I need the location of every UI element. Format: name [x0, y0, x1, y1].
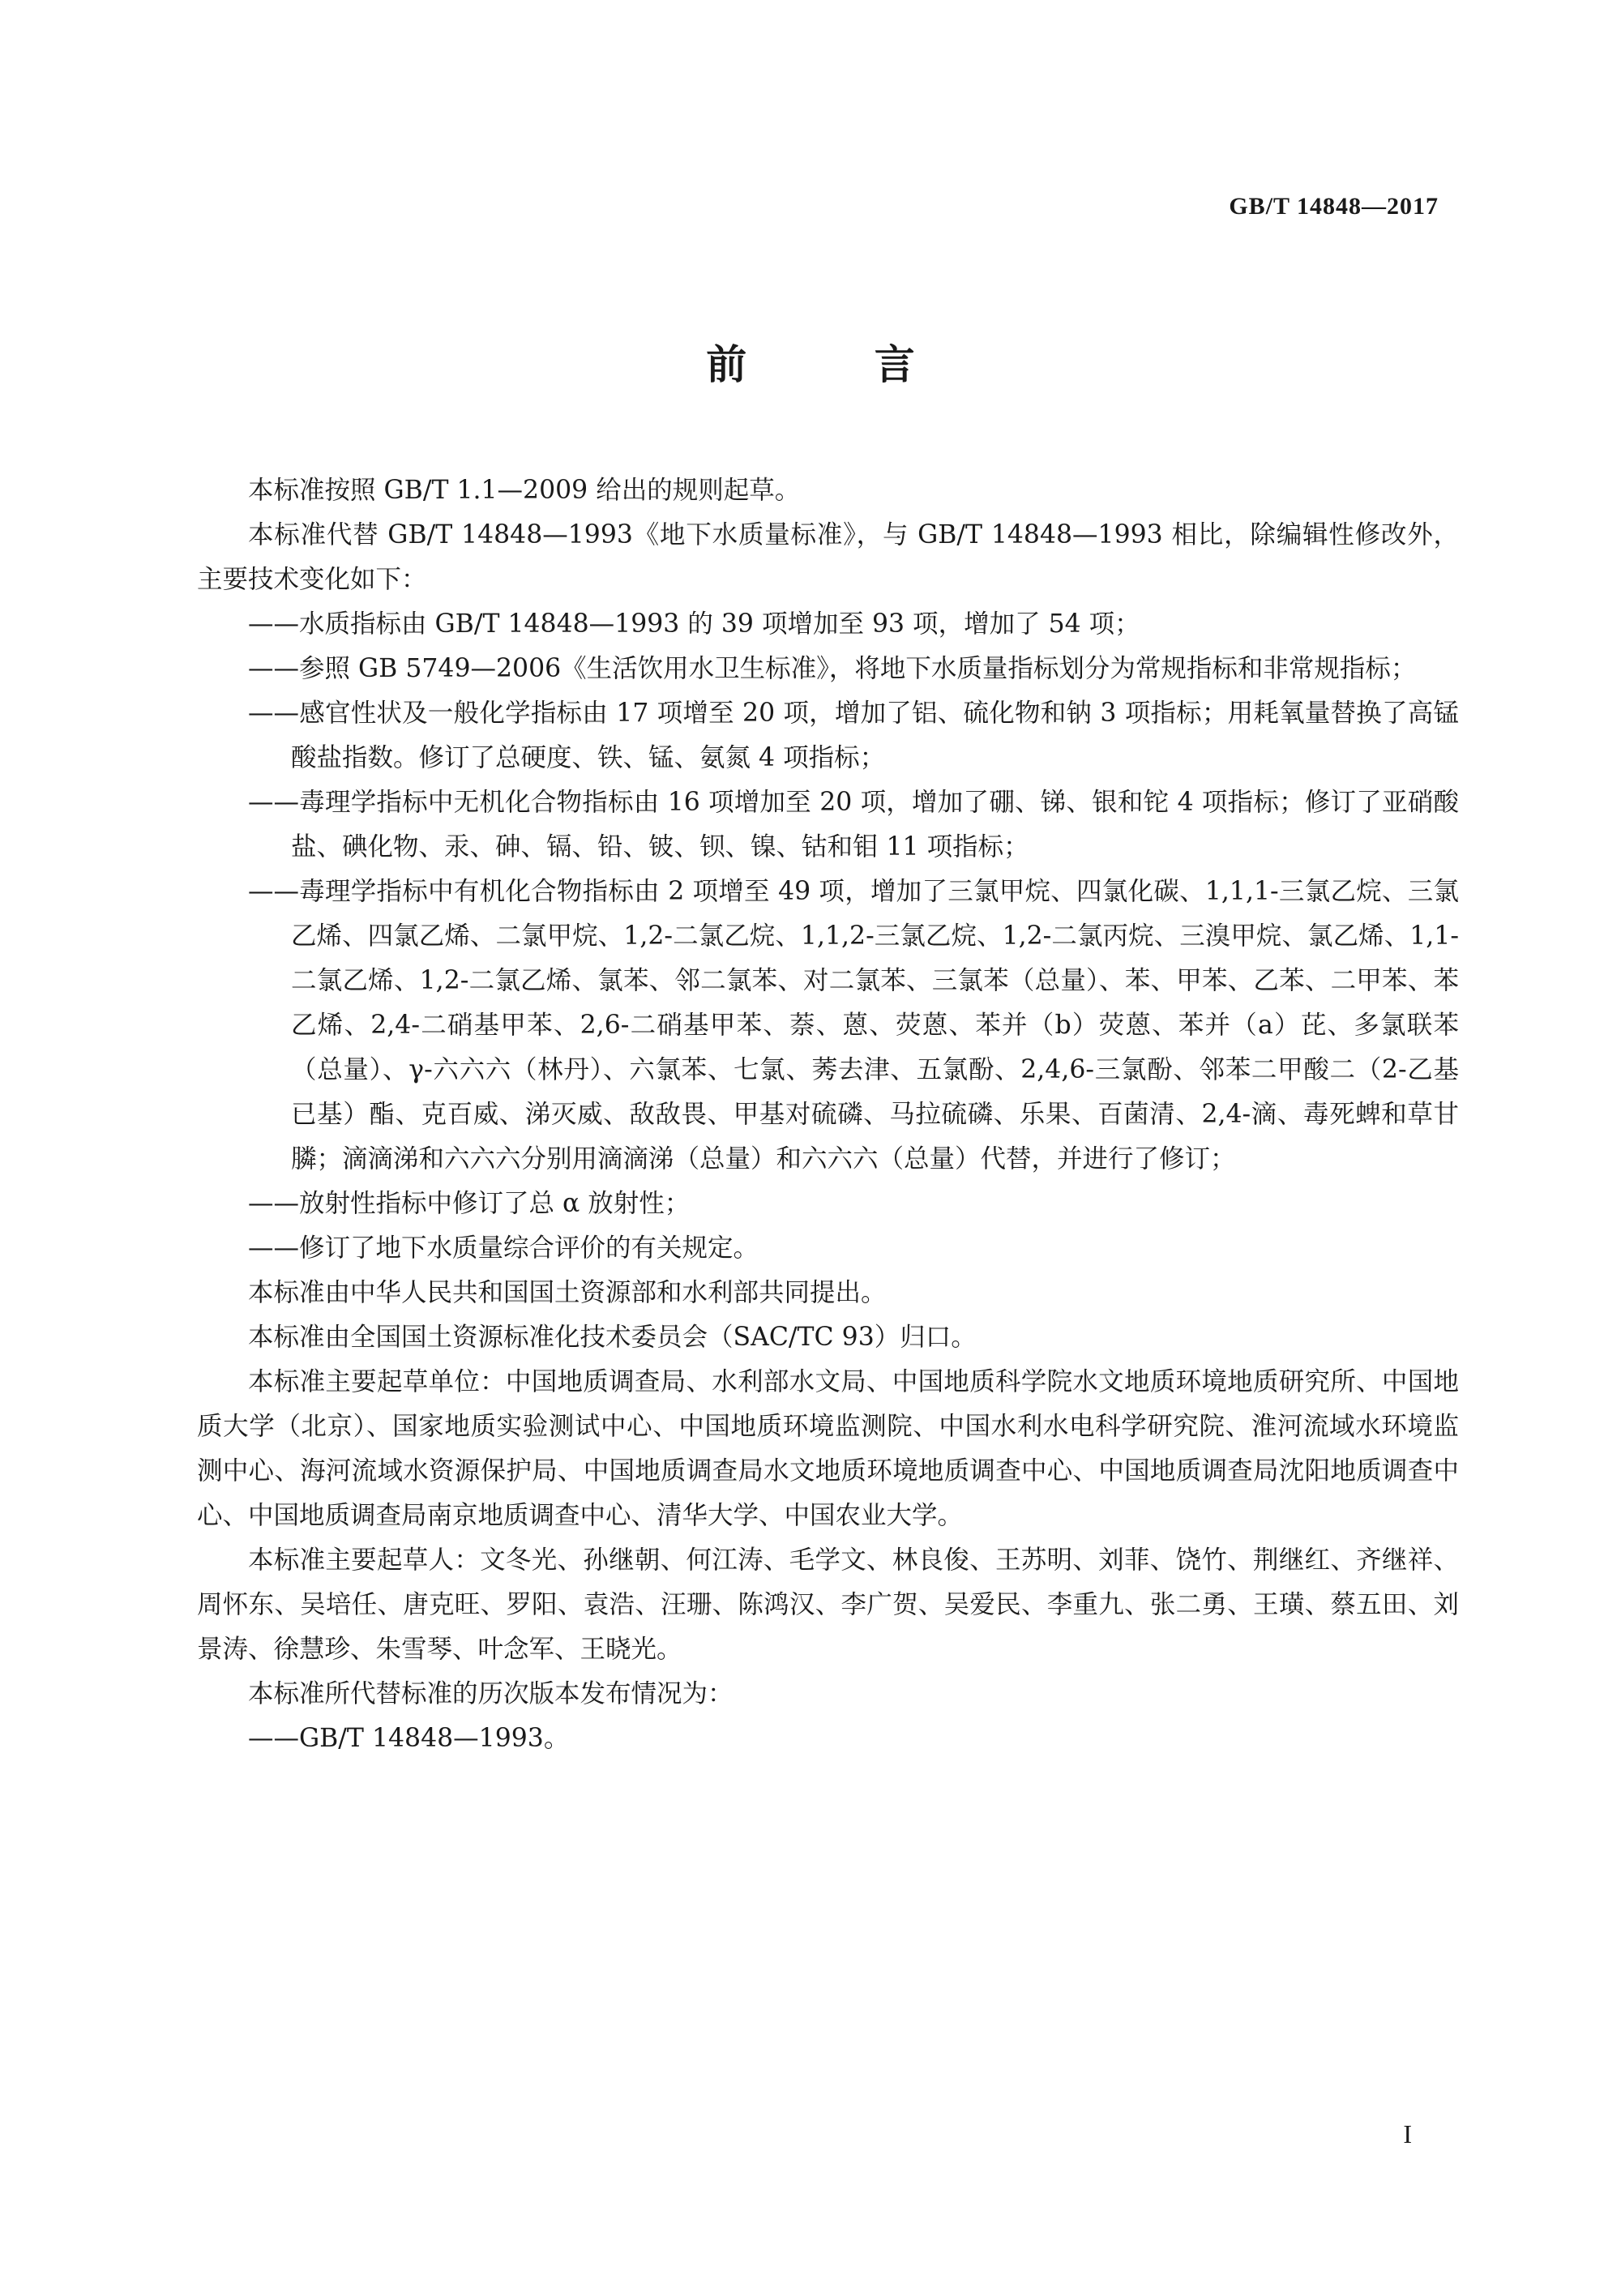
paragraph-proposer: 本标准由中华人民共和国国土资源部和水利部共同提出。 — [248, 1278, 887, 1307]
list-item-radioactive-indicators: ——放射性指标中修订了总 α 放射性； — [248, 1189, 691, 1218]
document-body — [197, 468, 1459, 1761]
page-number: I — [1403, 2119, 1412, 2148]
list-item-organic-indicators: ——毒理学指标中有机化合物指标由 2 项增至 49 项，增加了三氯甲烷、四氯化碳、1,1,1-三氯乙烷、三氯乙烯、四氯乙烯、二氯甲烷、1,2-二氯乙烷、1,1,2-三氯乙烷、1,2-二氯丙烷、三溴甲烷、氯乙烯、1,1-二氯乙烯、1,2-二氯乙烯、氯苯、邻二氯苯、对二氯苯、三氯苯（总量）、苯、甲苯、乙苯、二甲苯、苯乙烯、2,4-二硝基甲苯、2,6-二硝基甲苯、萘、蒽、荧蒽、苯并（b）荧蒽、苯并（a）芘、多氯联苯（总量）、γ-六六六（林丹）、六氯苯、七氯、莠去津、五氯酚、2,4,6-三氯酚、邻苯二甲酸二（2-乙基已基）酯、克百威、涕灭威、敌敌畏、甲基对硫磷、马拉硫磷、乐果、百菌清、2,4-滴、毒死蜱和草甘膦；滴滴涕和六六六分别用滴滴涕（总量）和六六六（总量）代替，并进行了修订； — [248, 877, 1459, 1174]
list-item-sensory-indicators: ——感官性状及一般化学指标由 17 项增至 20 项，增加了铝、硫化物和钠 3 项指标；用耗氧量替换了高锰酸盐指数。修订了总硬度、铁、锰、氨氮 4 项指标； — [248, 699, 1459, 772]
list-item-previous-edition: ——GB/T 14848—1993。 — [248, 1724, 570, 1753]
page-title: 前 言 — [706, 341, 972, 388]
paragraph-previous-editions: 本标准所代替标准的历次版本发布情况为： — [248, 1679, 734, 1708]
standard-code: GB/T 14848—2017 — [1229, 193, 1439, 220]
list-item-inorganic-indicators: ——毒理学指标中无机化合物指标由 16 项增加至 20 项，增加了硼、锑、银和铊 4 项指标；修订了亚硝酸盐、碘化物、汞、砷、镉、铅、铍、钡、镍、钴和钼 11 项指标； — [248, 788, 1459, 862]
list-item-indicator-count: ——水质指标由 GB/T 14848—1993 的 39 项增加至 93 项，增加了 54 项； — [248, 609, 1140, 639]
paragraph-drafting-units: 本标准主要起草单位：中国地质调查局、水利部水文局、中国地质科学院水文地质环境地质研究所、中国地质大学（北京）、国家地质实验测试中心、中国地质环境监测院、中国水利水电科学研究院、淮河流域水环境监测中心、海河流域水资源保护局、中国地质调查局水文地质环境地质调查中心、中国地质调查局沈阳地质调查中心、中国地质调查局南京地质调查中心、清华大学、中国农业大学。 — [197, 1367, 1459, 1530]
paragraph-drafters: 本标准主要起草人：文冬光、孙继朝、何江涛、毛学文、林良俊、王苏明、刘菲、饶竹、荆继红、齐继祥、周怀东、吴培任、唐克旺、罗阳、袁浩、汪珊、陈鸿汉、李广贺、吴爱民、李重九、张二勇、王璜、蔡五田、刘景涛、徐慧珍、朱雪琴、叶念军、王晓光。 — [197, 1546, 1459, 1664]
list-item-evaluation-rules: ——修订了地下水质量综合评价的有关规定。 — [248, 1234, 759, 1263]
list-item-indicator-classification: ——参照 GB 5749—2006《生活饮用水卫生标准》，将地下水质量指标划分为常规指标和非常规指标； — [248, 654, 1417, 683]
paragraph-administrator: 本标准由全国国土资源标准化技术委员会（SAC/TC 93）归口。 — [248, 1323, 977, 1352]
paragraph-drafting-rules: 本标准按照 GB/T 1.1—2009 给出的规则起草。 — [248, 476, 801, 505]
paragraph-replacement: 本标准代替 GB/T 14848—1993《地下水质量标准》，与 GB/T 14848—1993 相比，除编辑性修改外，主要技术变化如下： — [197, 520, 1459, 594]
